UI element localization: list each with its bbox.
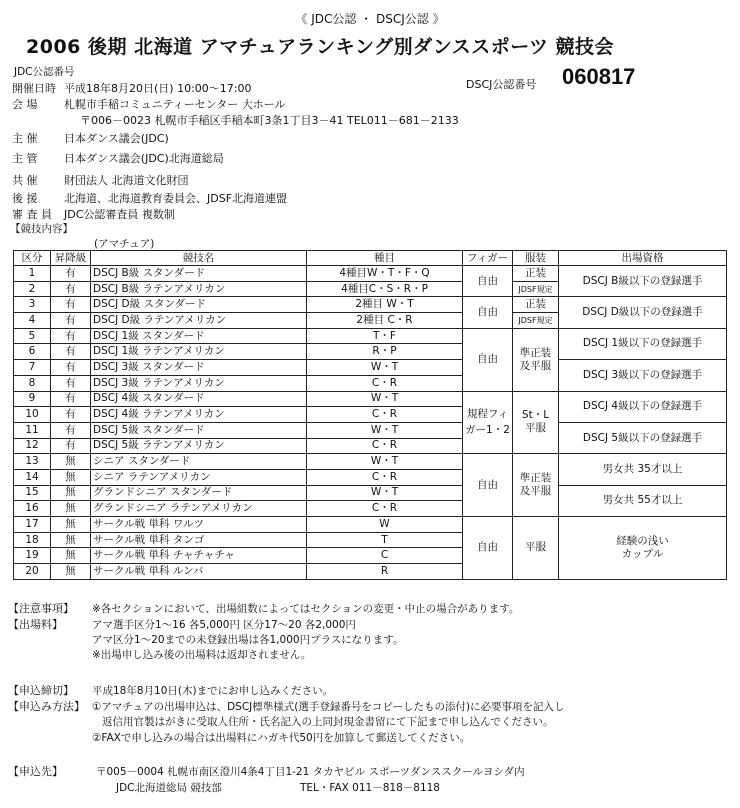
row-number: 13	[14, 454, 51, 470]
table-row	[14, 422, 727, 438]
column-header: 競技名	[91, 251, 307, 266]
attire-line: 平服	[525, 422, 546, 435]
table-row	[14, 297, 727, 313]
info-value: 札幌市手稲コミュニティーセンター 大ホール	[64, 98, 286, 111]
info-value: 日本ダンス議会(JDC)	[64, 132, 169, 145]
row-promotion: 有	[51, 344, 91, 360]
row-events: C・R	[307, 501, 463, 517]
qualification-line: カップル	[621, 547, 664, 560]
figure-cell: 自由	[463, 517, 513, 580]
row-events: C・R	[307, 438, 463, 454]
attire-line: St・L	[521, 409, 550, 422]
row-promotion: 無	[51, 469, 91, 485]
fee-label: 【出場料】	[8, 618, 63, 631]
dscj-number-label: DSCJ公認番号	[466, 78, 537, 91]
qualification-cell: DSCJ 3級以下の登録選手	[559, 360, 727, 391]
table-row	[14, 266, 727, 282]
row-name: DSCJ 5級 ラテンアメリカン	[91, 438, 307, 454]
attire-line: 準正装	[519, 472, 552, 485]
table-row	[14, 328, 727, 344]
row-promotion: 有	[51, 297, 91, 313]
row-name: サークル戦 単科 ルンバ	[91, 564, 307, 580]
row-number: 7	[14, 360, 51, 376]
caution-text: ※各セクションにおいて、出場組数によってはセクションの変更・中止の場合があります。	[92, 603, 520, 615]
table-row	[14, 454, 727, 470]
row-events: W・T	[307, 360, 463, 376]
row-events: 4種目C・S・R・P	[307, 281, 463, 297]
attire-cell: 正装	[513, 266, 559, 282]
certification-line: 《 JDC公認 ・ DSCJ公認 》	[295, 12, 445, 26]
table-row	[14, 485, 727, 501]
column-header: 昇降級	[51, 251, 91, 266]
info-label: 後 援	[12, 192, 38, 205]
column-header: 種目	[307, 251, 463, 266]
qualification-cell: DSCJ 4級以下の登録選手	[559, 391, 727, 422]
row-promotion: 有	[51, 360, 91, 376]
row-promotion: 有	[51, 391, 91, 407]
content-label: 【競技内容】	[10, 223, 73, 235]
row-name: DSCJ 4級 スタンダード	[91, 391, 307, 407]
row-promotion: 無	[51, 564, 91, 580]
amateur-label: (アマチュア)	[94, 238, 155, 250]
row-promotion: 有	[51, 266, 91, 282]
info-value: 平成18年8月20日(日) 10:00～17:00	[64, 82, 252, 95]
row-promotion: 無	[51, 532, 91, 548]
attire-line: 及平服	[519, 485, 552, 498]
dscj-number: 060817	[562, 64, 636, 89]
row-events: R・P	[307, 344, 463, 360]
info-value: 財団法人 北海道文化財団	[64, 174, 189, 187]
row-name: サークル戦 単科 タンゴ	[91, 532, 307, 548]
fee-text: アマ区分1～20までの未登録出場は各1,000円プラスになります。	[92, 634, 404, 646]
events-table	[13, 250, 727, 580]
attire-cell: JDSF規定	[513, 313, 559, 329]
row-number: 12	[14, 438, 51, 454]
row-events: C・R	[307, 407, 463, 423]
row-name: DSCJ B級 スタンダード	[91, 266, 307, 282]
row-name: DSCJ 5級 スタンダード	[91, 422, 307, 438]
table-row	[14, 360, 727, 376]
figure-cell: 自由	[463, 328, 513, 391]
row-events: T	[307, 532, 463, 548]
attire-cell: JDSF規定	[513, 281, 559, 297]
row-promotion: 有	[51, 375, 91, 391]
row-events: R	[307, 564, 463, 580]
info-value: 北海道、北海道教育委員会、JDSF北海道連盟	[64, 192, 288, 205]
attire-cell	[513, 391, 559, 454]
row-promotion: 無	[51, 501, 91, 517]
row-number: 9	[14, 391, 51, 407]
row-name: DSCJ 3級 スタンダード	[91, 360, 307, 376]
info-value: 日本ダンス議会(JDC)北海道総局	[64, 152, 224, 165]
row-events: W・T	[307, 422, 463, 438]
row-number: 16	[14, 501, 51, 517]
row-number: 15	[14, 485, 51, 501]
qualification-cell: DSCJ B級以下の登録選手	[559, 266, 727, 297]
contact-phone: TEL・FAX 011－818－8118	[300, 782, 440, 794]
row-name: DSCJ 1級 ラテンアメリカン	[91, 344, 307, 360]
method-text: ①アマチュアの出場申込は、DSCJ標準様式(選手登録番号をコピーしたもの添付)に必要事項を記入し	[92, 701, 565, 713]
row-number: 8	[14, 375, 51, 391]
row-number: 3	[14, 297, 51, 313]
fee-text: アマ選手区分1～16 各5,000円 区分17～20 各2,000円	[92, 619, 356, 631]
row-number: 2	[14, 281, 51, 297]
row-number: 18	[14, 532, 51, 548]
row-promotion: 有	[51, 422, 91, 438]
row-events: C	[307, 548, 463, 564]
deadline-label: 【申込締切】	[8, 684, 74, 697]
page-title: 2006 後期 北海道 アマチュアランキング別ダンススポーツ 競技会	[26, 36, 615, 58]
column-header: 区分	[14, 251, 51, 266]
row-promotion: 無	[51, 517, 91, 533]
row-promotion: 有	[51, 407, 91, 423]
figure-cell: 規程フィガー1・2	[463, 391, 513, 454]
contact-label: 【申込先】	[8, 765, 63, 778]
row-promotion: 有	[51, 438, 91, 454]
attire-cell	[513, 454, 559, 517]
qualification-line: 経験の浅い	[616, 534, 669, 547]
contact-address: 〒005－0004 札幌市南区澄川4条4丁目1-21 タカヤビル スポーツダンススクールヨシダ内	[96, 766, 525, 778]
row-promotion: 有	[51, 328, 91, 344]
row-events: W・T	[307, 454, 463, 470]
row-events: T・F	[307, 328, 463, 344]
column-header: 出場資格	[559, 251, 727, 266]
attire-cell	[513, 328, 559, 391]
column-header: 服装	[513, 251, 559, 266]
row-promotion: 無	[51, 454, 91, 470]
row-name: DSCJ 4級 ラテンアメリカン	[91, 407, 307, 423]
deadline-text: 平成18年8月10日(木)までにお申し込みください。	[92, 685, 334, 697]
row-promotion: 無	[51, 548, 91, 564]
table-row	[14, 391, 727, 407]
qualification-cell: DSCJ 1級以下の登録選手	[559, 328, 727, 359]
row-name: サークル戦 単科 チャチャチャ	[91, 548, 307, 564]
row-events: 4種目W・T・F・Q	[307, 266, 463, 282]
info-label: 共 催	[12, 174, 38, 187]
attire-cell: 平服	[513, 517, 559, 580]
row-name: サークル戦 単科 ワルツ	[91, 517, 307, 533]
row-events: 2種目 W・T	[307, 297, 463, 313]
row-number: 19	[14, 548, 51, 564]
row-events: W・T	[307, 391, 463, 407]
figure-cell: 自由	[463, 454, 513, 517]
row-events: 2種目 C・R	[307, 313, 463, 329]
row-name: DSCJ 3級 ラテンアメリカン	[91, 375, 307, 391]
method-text: 返信用官製はがきに受取人住所・氏名記入の上同封現金書留にて下記まで申し込んでください。	[102, 716, 554, 728]
row-number: 10	[14, 407, 51, 423]
row-name: DSCJ D級 スタンダード	[91, 297, 307, 313]
row-events: C・R	[307, 375, 463, 391]
figure-cell: 自由	[463, 297, 513, 328]
info-label: 審 査 員	[12, 208, 52, 221]
attire-line: 準正装	[519, 346, 552, 359]
qualification-cell: 男女共 35才以上	[559, 454, 727, 485]
info-value: JDC公認審査員 複数制	[64, 208, 175, 221]
qualification-cell: DSCJ 5級以下の登録選手	[559, 422, 727, 453]
row-events: W	[307, 517, 463, 533]
row-name: グランドシニア ラテンアメリカン	[91, 501, 307, 517]
row-name: グランドシニア スタンダード	[91, 485, 307, 501]
row-name: シニア スタンダード	[91, 454, 307, 470]
method-label: 【申込み方法】	[8, 700, 85, 713]
column-header: フィガー	[463, 251, 513, 266]
method-text: ②FAXで申し込みの場合は出場料にハガキ代50円を加算して郵送してください。	[92, 732, 471, 744]
caution-label: 【注意事項】	[8, 602, 74, 615]
row-name: DSCJ 1級 スタンダード	[91, 328, 307, 344]
qualification-cell	[559, 517, 727, 580]
row-promotion: 有	[51, 281, 91, 297]
info-label: 主 管	[12, 152, 38, 165]
row-name: シニア ラテンアメリカン	[91, 469, 307, 485]
row-promotion: 無	[51, 485, 91, 501]
contact-office: JDC北海道総局 競技部	[116, 782, 222, 794]
jdc-number-label: JDC公認番号	[14, 66, 75, 78]
info-label: 開催日時	[12, 82, 56, 95]
row-events: W・T	[307, 485, 463, 501]
fee-text: ※出場申し込み後の出場料は返却されません。	[92, 649, 312, 661]
info-value: 〒006－0023 札幌市手稲区手稲本町3条1丁目3－41 TEL011－681－2133	[80, 114, 459, 127]
figure-cell: 自由	[463, 266, 513, 297]
row-number: 14	[14, 469, 51, 485]
qualification-cell: DSCJ D級以下の登録選手	[559, 297, 727, 328]
attire-line: 及平服	[519, 359, 552, 372]
row-events: C・R	[307, 469, 463, 485]
info-label: 主 催	[12, 132, 38, 145]
row-number: 6	[14, 344, 51, 360]
row-number: 4	[14, 313, 51, 329]
row-number: 17	[14, 517, 51, 533]
row-number: 11	[14, 422, 51, 438]
row-promotion: 有	[51, 313, 91, 329]
row-number: 1	[14, 266, 51, 282]
info-label: 会 場	[12, 98, 38, 111]
attire-cell: 正装	[513, 297, 559, 313]
row-name: DSCJ D級 ラテンアメリカン	[91, 313, 307, 329]
table-header-row	[14, 251, 727, 266]
row-number: 20	[14, 564, 51, 580]
row-name: DSCJ B級 ラテンアメリカン	[91, 281, 307, 297]
table-row	[14, 517, 727, 533]
row-number: 5	[14, 328, 51, 344]
qualification-cell: 男女共 55才以上	[559, 485, 727, 516]
